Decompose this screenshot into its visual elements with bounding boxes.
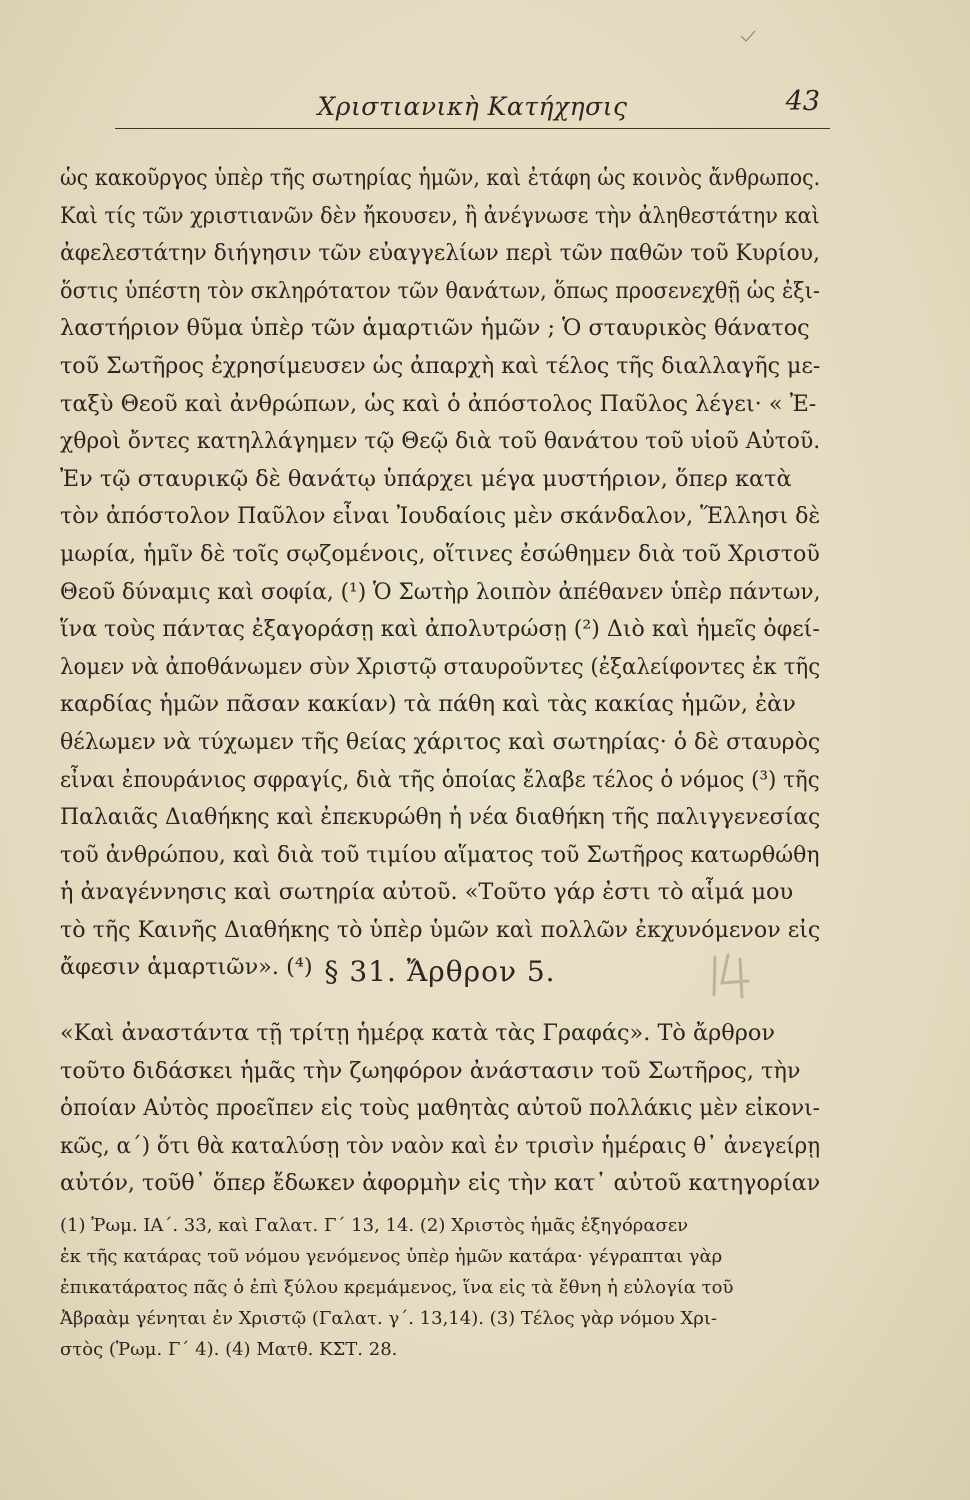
footnotes [60, 1210, 830, 1365]
text-line: Καὶ τίς τῶν χριστιανῶν δὲν ἤκουσεν, ἢ ἀνέγνωσε τὴν ἀληθεστάτην καὶ [60, 202, 820, 229]
article-text-block [60, 1015, 820, 1203]
footnote-line: ἐκ τῆς κατάρας τοῦ νόμου γενόμενος ὑπὲρ ἡμῶν κατάρα· γέγραπται γὰρ [60, 1246, 723, 1267]
running-title: Χριστιανικὴ Κατήχησις [317, 92, 628, 121]
text-line: τοῦτο διδάσκει ἡμᾶς τὴν ζωηφόρον ἀνάστασιν τοῦ Σωτῆρος, τὴν [60, 1057, 801, 1084]
text-line: ἀφελεστάτην διήγησιν τῶν εὐαγγελίων περὶ τῶν παθῶν τοῦ Κυρίου, [60, 240, 820, 267]
footnote-line: (1) Ῥωμ. ΙΑ΄. 33, καὶ Γαλατ. Γ΄ 13, 14. (2) Χριστὸς ἡμᾶς ἐξηγόρασεν [60, 1215, 689, 1236]
text-line: καρδίας ἡμῶν πᾶσαν κακίαν) τὰ πάθη καὶ τὰς κακίας ἡμῶν, ἐὰν [60, 691, 796, 718]
text-line: ἄφεσιν ἁμαρτιῶν». (⁴) [60, 954, 313, 981]
page-number: 43 [785, 86, 820, 117]
text-line: τοῦ Σωτῆρος ἐχρησίμευσεν ὡς ἀπαρχὴ καὶ τέλος τῆς διαλλαγῆς με- [60, 352, 821, 379]
text-line: ὅστις ὑπέστη τὸν σκληρότατον τῶν θανάτων, ὅπως προσενεχθῇ ὡς ἐξι- [60, 277, 820, 304]
text-line: τὸ τῆς Καινῆς Διαθήκης τὸ ὑπὲρ ὑμῶν καὶ πολλῶν ἐκχυνόμενον εἰς [60, 916, 821, 943]
pencil-annotation-icon [700, 945, 760, 1005]
text-line: ὡς κακοῦργος ὑπὲρ τῆς σωτηρίας ἡμῶν, καὶ ἐτάφη ὡς κοινὸς ἄνθρωπος. [60, 165, 821, 191]
text-line: τὸν ἀπόστολον Παῦλον εἶναι Ἰουδαίοις μὲν σκάνδαλον, Ἕλλησι δὲ [60, 503, 821, 530]
text-line: ἡ ἀναγέννησις καὶ σωτηρία αὐτοῦ. «Τοῦτο γάρ ἐστι τὸ αἷμά μου [60, 879, 794, 906]
text-line: Παλαιᾶς Διαθήκης καὶ ἐπεκυρώθη ἡ νέα διαθήκη τῆς παλιγγενεσίας [60, 804, 821, 831]
text-line: λομεν νὰ ἀποθάνωμεν σὺν Χριστῷ σταυροῦντες (ἐξαλείφοντες ἐκ τῆς [60, 653, 821, 680]
page-header [115, 88, 830, 129]
main-text-block [60, 160, 820, 987]
text-line: μωρία, ἡμῖν δὲ τοῖς σῳζομένοις, οἵτινες ἐσώθημεν διὰ τοῦ Χριστοῦ [60, 540, 820, 567]
text-line: «Καὶ ἀναστάντα τῇ τρίτῃ ἡμέρᾳ κατὰ τὰς Γραφάς». Τὸ ἄρθρον [60, 1020, 776, 1046]
text-line: κῶς, α΄) ὅτι θὰ καταλύσῃ τὸν ναὸν καὶ ἐν τρισὶν ἡμέραις θ᾿ ἀνεγείρῃ [60, 1132, 821, 1159]
section-heading: § 31. Ἄρθρον 5. [324, 955, 556, 988]
text-line: Ἐν τῷ σταυρικῷ δὲ θανάτῳ ὑπάρχει μέγα μυστήριον, ὅπερ κατὰ [60, 465, 792, 492]
footnote-line: Ἀβραὰμ γένηται ἐν Χριστῷ (Γαλατ. γ΄. 13,14). (3) Τέλος γὰρ νόμου Χρι- [60, 1308, 717, 1329]
text-line: θέλωμεν νὰ τύχωμεν τῆς θείας χάριτος καὶ σωτηρίας· ὁ δὲ σταυρὸς [60, 728, 821, 755]
text-line: ἵνα τοὺς πάντας ἐξαγοράσῃ καὶ ἀπολυτρώσῃ (²) Διὸ καὶ ἡμεῖς ὀφεί- [60, 616, 820, 643]
text-line: Θεοῦ δύναμις καὶ σοφία, (¹) Ὁ Σωτὴρ λοιπὸν ἀπέθανεν ὑπὲρ πάντων, [60, 578, 821, 605]
footnote-line: στὸς (Ῥωμ. Γ΄ 4). (4) Ματθ. ΚΣΤ. 28. [60, 1339, 398, 1360]
text-line: ὁποίαν Αὐτὸς προεῖπεν εἰς τοὺς μαθητὰς αὐτοῦ πολλάκις μὲν εἰκονι- [60, 1095, 820, 1122]
footnote-line: ἐπικατάρατος πᾶς ὁ ἐπὶ ξύλου κρεμάμενος, ἵνα εἰς τὰ ἔθνη ἡ εὐλογία τοῦ [60, 1277, 734, 1298]
text-line: ταξὺ Θεοῦ καὶ ἀνθρώπων, ὡς καὶ ὁ ἀπόστολος Παῦλος λέγει· « Ἐ- [60, 390, 817, 417]
text-line: εἶναι ἐπουράνιος σφραγίς, διὰ τῆς ὁποίας ἔλαβε τέλος ὁ νόμος (³) τῆς [60, 766, 820, 793]
text-line: αὐτόν, τοῦθ᾿ ὅπερ ἔδωκεν ἀφορμὴν εἰς τὴν κατ᾿ αὐτοῦ κατηγορίαν [60, 1170, 821, 1197]
text-line: λαστήριον θῦμα ὑπὲρ τῶν ἁμαρτιῶν ἡμῶν ; Ὁ σταυρικὸς θάνατος [60, 315, 810, 342]
text-line: χθροὶ ὄντες κατηλλάγημεν τῷ Θεῷ διὰ τοῦ θανάτου τοῦ υἱοῦ Αὐτοῦ. [60, 428, 821, 455]
text-line: τοῦ ἀνθρώπου, καὶ διὰ τοῦ τιμίου αἵματος τοῦ Σωτῆρος κατωρθώθη [60, 841, 820, 868]
pencil-tick-icon [740, 30, 756, 42]
